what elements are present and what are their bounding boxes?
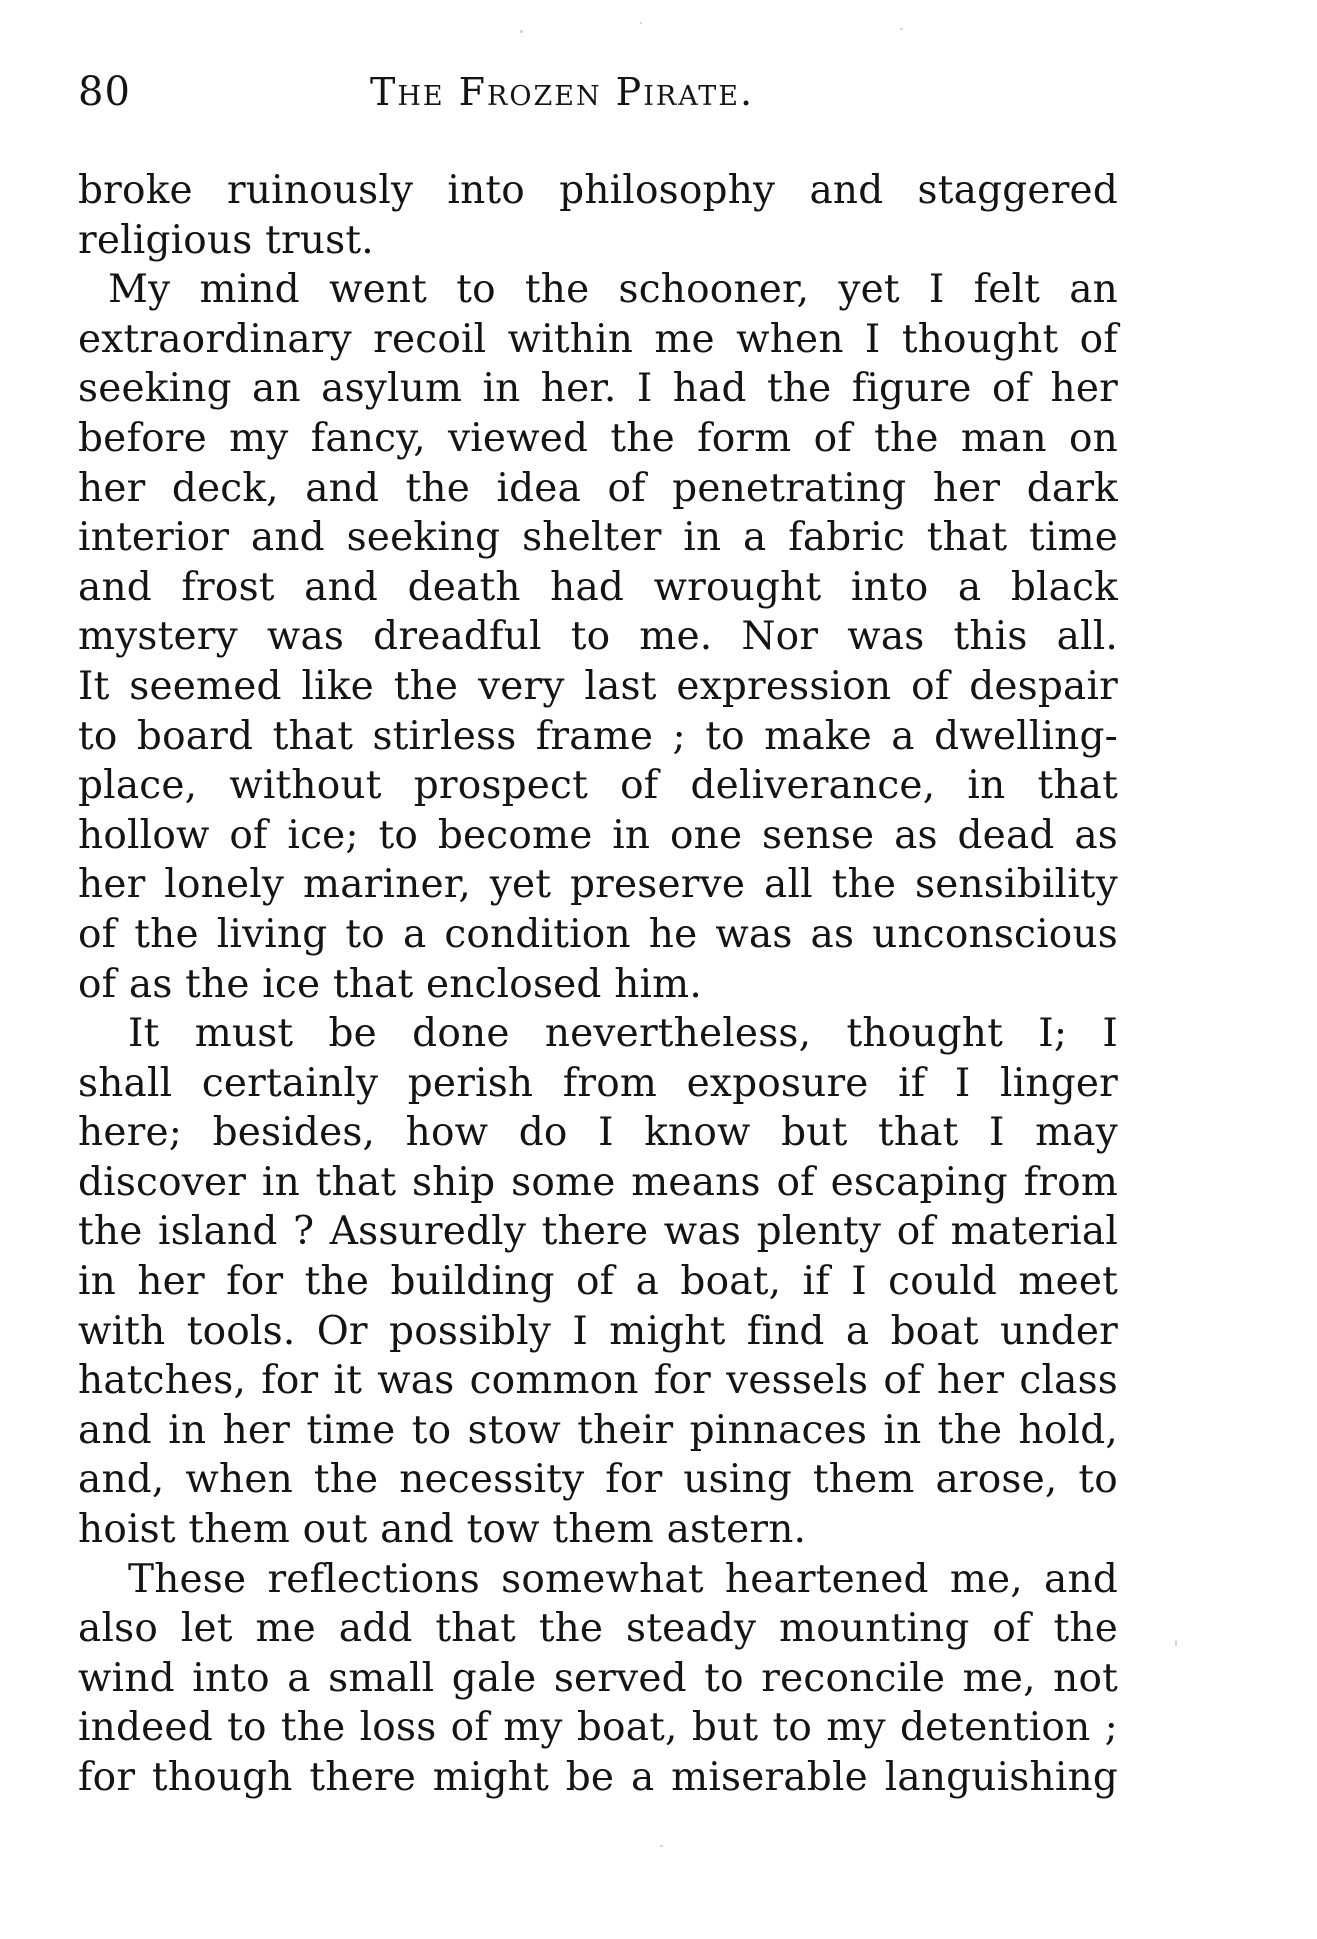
- scan-speck: [900, 28, 903, 30]
- text-line: My mind went to the schooner, yet I felt an: [108, 267, 1118, 313]
- scan-speck: [520, 30, 523, 33]
- text-line: of the living to a condition he was as unconscious: [78, 911, 1118, 957]
- text-line: interior and seeking shelter in a fabric that time: [78, 515, 1118, 561]
- text-line: here; besides, how do I know but that I may: [78, 1110, 1118, 1156]
- text-line: mystery was dreadful to me. Nor was this all.: [78, 614, 1118, 660]
- text-line: and frost and death had wrought into a black: [78, 564, 1118, 610]
- text-line: and in her time to stow their pinnaces in the hold,: [78, 1407, 1118, 1453]
- text-line: These reflections somewhat heartened me, and: [128, 1556, 1118, 1602]
- text-line: hollow of ice; to become in one sense as dead as: [78, 812, 1118, 858]
- running-title: The Frozen Pirate.: [370, 70, 755, 114]
- page-header: [78, 62, 1118, 122]
- page-number: 80: [78, 69, 131, 115]
- text-line: hoist them out and tow them astern.: [78, 1507, 807, 1553]
- text-line: extraordinary recoil within me when I thought of: [78, 316, 1118, 362]
- text-line: discover in that ship some means of escaping from: [78, 1159, 1118, 1205]
- text-line: of as the ice that enclosed him.: [78, 961, 702, 1007]
- text-line: the island ? Assuredly there was plenty of material: [78, 1209, 1118, 1255]
- text-line: with tools. Or possibly I might find a boat under: [78, 1308, 1118, 1354]
- text-line: and, when the necessity for using them arose, to: [78, 1457, 1118, 1503]
- scan-speck: [660, 1845, 663, 1847]
- text-line: before my fancy, viewed the form of the man on: [78, 415, 1118, 461]
- text-line: for though there might be a miserable languishing: [78, 1755, 1118, 1800]
- body-text: [78, 166, 1118, 1803]
- text-line: place, without prospect of deliverance, in that: [78, 763, 1118, 809]
- text-line: in her for the building of a boat, if I could meet: [78, 1259, 1118, 1305]
- text-line: It must be done nevertheless, thought I; I: [128, 1011, 1118, 1057]
- text-line: It seemed like the very last expression of despair: [78, 663, 1118, 709]
- text-line: shall certainly perish from exposure if I linger: [78, 1060, 1118, 1106]
- text-line: broke ruinously into philosophy and staggered: [78, 168, 1118, 213]
- text-line: religious trust.: [78, 217, 374, 263]
- text-line: hatches, for it was common for vessels of her class: [78, 1358, 1118, 1404]
- text-line: her deck, and the idea of penetrating her dark: [78, 465, 1118, 511]
- text-line: wind into a small gale served to reconcile me, not: [78, 1655, 1118, 1701]
- text-line: seeking an asylum in her. I had the figure of her: [78, 366, 1118, 412]
- scan-speck: [1175, 1640, 1177, 1646]
- text-line: to board that stirless frame ; to make a dwelling-: [78, 713, 1118, 759]
- text-line: indeed to the loss of my boat, but to my detention ;: [78, 1705, 1118, 1751]
- text-line: also let me add that the steady mounting of the: [78, 1606, 1118, 1652]
- scan-speck: [640, 22, 642, 24]
- text-line: her lonely mariner, yet preserve all the sensibility: [78, 862, 1118, 908]
